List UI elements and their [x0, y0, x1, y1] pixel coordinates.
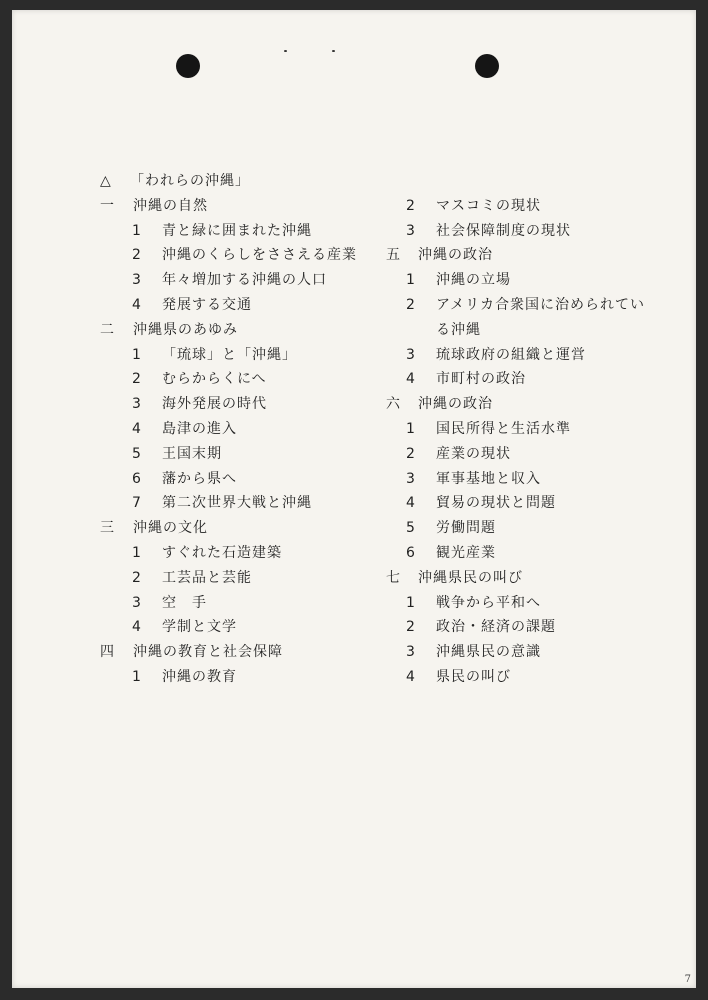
toc-number: 3: [406, 644, 416, 661]
toc-entry: [374, 417, 694, 442]
toc-entry: [374, 615, 694, 640]
binder-hole: [176, 54, 200, 78]
toc-number: 1: [132, 668, 142, 685]
toc-number: 1: [406, 272, 416, 289]
toc-text: 第二次世界大戦と沖縄: [162, 495, 312, 512]
toc-text: 工芸品と芸能: [162, 569, 252, 586]
toc-number: 1: [406, 594, 416, 611]
toc-number: 4: [406, 371, 416, 388]
toc-number: 2: [132, 371, 142, 388]
toc-number: 2: [132, 569, 142, 586]
toc-number: 4: [132, 296, 142, 313]
toc-number: 1: [132, 346, 142, 363]
toc-text: 沖縄の立場: [436, 272, 511, 289]
toc-entry: [100, 615, 400, 640]
toc-entry: [100, 367, 400, 392]
toc-number: 5: [406, 520, 416, 537]
toc-number: 三: [100, 520, 115, 537]
toc-number: 3: [132, 594, 142, 611]
toc-text: 「われらの沖縄」: [130, 173, 250, 189]
toc-number: 四: [100, 644, 115, 661]
toc-entry: [374, 591, 694, 616]
toc-text: 沖縄の政治: [418, 247, 493, 264]
toc-text: 沖縄県のあゆみ: [133, 321, 238, 338]
toc-entry: [100, 219, 400, 244]
toc-text: 政治・経済の課題: [436, 619, 556, 636]
toc-number: 二: [100, 321, 115, 338]
toc-entry: [374, 169, 694, 194]
toc-text: 社会保障制度の現状: [436, 222, 571, 239]
toc-number: 6: [406, 544, 416, 561]
toc-text: 空 手: [162, 594, 207, 611]
toc-number: 4: [132, 619, 142, 636]
toc-entry: [374, 367, 694, 392]
toc-number: 3: [406, 470, 416, 487]
toc-text: 沖縄県民の意識: [436, 644, 541, 661]
toc-number: 七: [386, 569, 401, 586]
toc-text: 沖縄の教育: [162, 668, 237, 685]
toc-chapter: [100, 516, 400, 541]
toc-text: すぐれた石造建築: [162, 544, 282, 561]
toc-number: 2: [406, 619, 416, 636]
toc-entry: [374, 442, 694, 467]
toc-number: 六: [386, 396, 401, 413]
toc-chapter: [374, 392, 694, 417]
toc-entry: [100, 491, 400, 516]
toc-entry: [100, 343, 400, 368]
toc-number: 4: [132, 420, 142, 437]
toc-text: 発展する交通: [162, 296, 252, 313]
toc-chapter: [374, 243, 694, 268]
toc-text: 海外発展の時代: [162, 396, 267, 413]
document-page: [12, 10, 696, 988]
toc-entry: [100, 665, 400, 690]
toc-text: 沖縄のくらしをささえる産業: [162, 247, 357, 264]
toc-entry: [100, 417, 400, 442]
toc-text: 県民の叫び: [436, 668, 511, 685]
toc-entry: [100, 268, 400, 293]
toc-text: 市町村の政治: [436, 371, 526, 388]
toc-number: 4: [406, 668, 416, 685]
toc-number: 2: [406, 445, 416, 462]
toc-number: 2: [406, 296, 416, 313]
toc-text: 沖縄の政治: [418, 396, 493, 413]
toc-chapter: [374, 566, 694, 591]
toc-entry: [374, 219, 694, 244]
toc-number: 3: [406, 222, 416, 239]
toc-entry: [374, 640, 694, 665]
toc-text: 貿易の現状と問題: [436, 495, 556, 512]
toc-number: 1: [406, 420, 416, 437]
toc-text: 沖縄県民の叫び: [418, 569, 523, 586]
toc-title: [100, 169, 400, 194]
toc-entry: [100, 591, 400, 616]
toc-entry: [100, 442, 400, 467]
toc-text: 琉球政府の組織と運営: [436, 346, 586, 363]
toc-right-column: [374, 169, 694, 690]
toc-entry: [374, 318, 694, 343]
toc-number: 1: [132, 222, 142, 239]
toc-number: 一: [100, 197, 115, 214]
toc-entry: [374, 516, 694, 541]
toc-text: 産業の現状: [436, 445, 511, 462]
toc-number: 3: [406, 346, 416, 363]
toc-number: 2: [406, 197, 416, 214]
toc-number: 五: [386, 247, 401, 264]
toc-number: 3: [132, 272, 142, 289]
toc-number: 5: [132, 445, 142, 462]
toc-text: 「琉球」と「沖縄」: [162, 346, 297, 363]
toc-number: 3: [132, 396, 142, 413]
toc-text: 観光産業: [436, 544, 496, 561]
toc-number: 1: [132, 544, 142, 561]
toc-entry: [100, 541, 400, 566]
toc-text: 国民所得と生活水準: [436, 420, 571, 437]
toc-text: 沖縄の自然: [133, 197, 208, 214]
toc-text: 労働問題: [436, 520, 496, 537]
binder-hole: [475, 54, 499, 78]
toc-entry: [374, 293, 694, 318]
toc-chapter: [100, 640, 400, 665]
toc-text: 島津の進入: [162, 420, 237, 437]
toc-chapter: [100, 318, 400, 343]
toc-text: 年々増加する沖縄の人口: [162, 272, 327, 289]
toc-entry: [100, 243, 400, 268]
speck: [284, 50, 287, 52]
toc-text: 藩から県へ: [162, 470, 237, 487]
toc-text: 学制と文学: [162, 619, 237, 636]
toc-text: 青と緑に囲まれた沖縄: [162, 222, 312, 239]
toc-number: 2: [132, 247, 142, 264]
toc-entry: [374, 343, 694, 368]
toc-text: 王国末期: [162, 445, 222, 462]
toc-entry: [374, 194, 694, 219]
toc-chapter: [100, 194, 400, 219]
toc-entry: [374, 541, 694, 566]
toc-entry: [374, 268, 694, 293]
toc-text: 戦争から平和へ: [436, 594, 541, 611]
speck: [332, 50, 335, 52]
toc-text: むらからくにへ: [162, 371, 267, 388]
toc-text: る沖縄: [436, 321, 481, 338]
toc-entry: [100, 293, 400, 318]
toc-number: 7: [132, 495, 142, 512]
toc-text: アメリカ合衆国に治められてい: [436, 296, 646, 313]
toc-left-column: [100, 169, 400, 690]
toc-number: 6: [132, 470, 142, 487]
toc-text: 沖縄の教育と社会保障: [133, 644, 283, 661]
page-number: 7: [684, 974, 691, 985]
toc-entry: [374, 491, 694, 516]
toc-number: 4: [406, 495, 416, 512]
toc-entry: [374, 665, 694, 690]
toc-entry: [100, 566, 400, 591]
toc-entry: [100, 392, 400, 417]
toc-text: 沖縄の文化: [133, 520, 208, 537]
toc-text: 軍事基地と収入: [436, 470, 541, 487]
toc-entry: [374, 467, 694, 492]
toc-entry: [100, 467, 400, 492]
toc-text: マスコミの現状: [436, 197, 541, 214]
toc-number: △: [100, 173, 112, 189]
